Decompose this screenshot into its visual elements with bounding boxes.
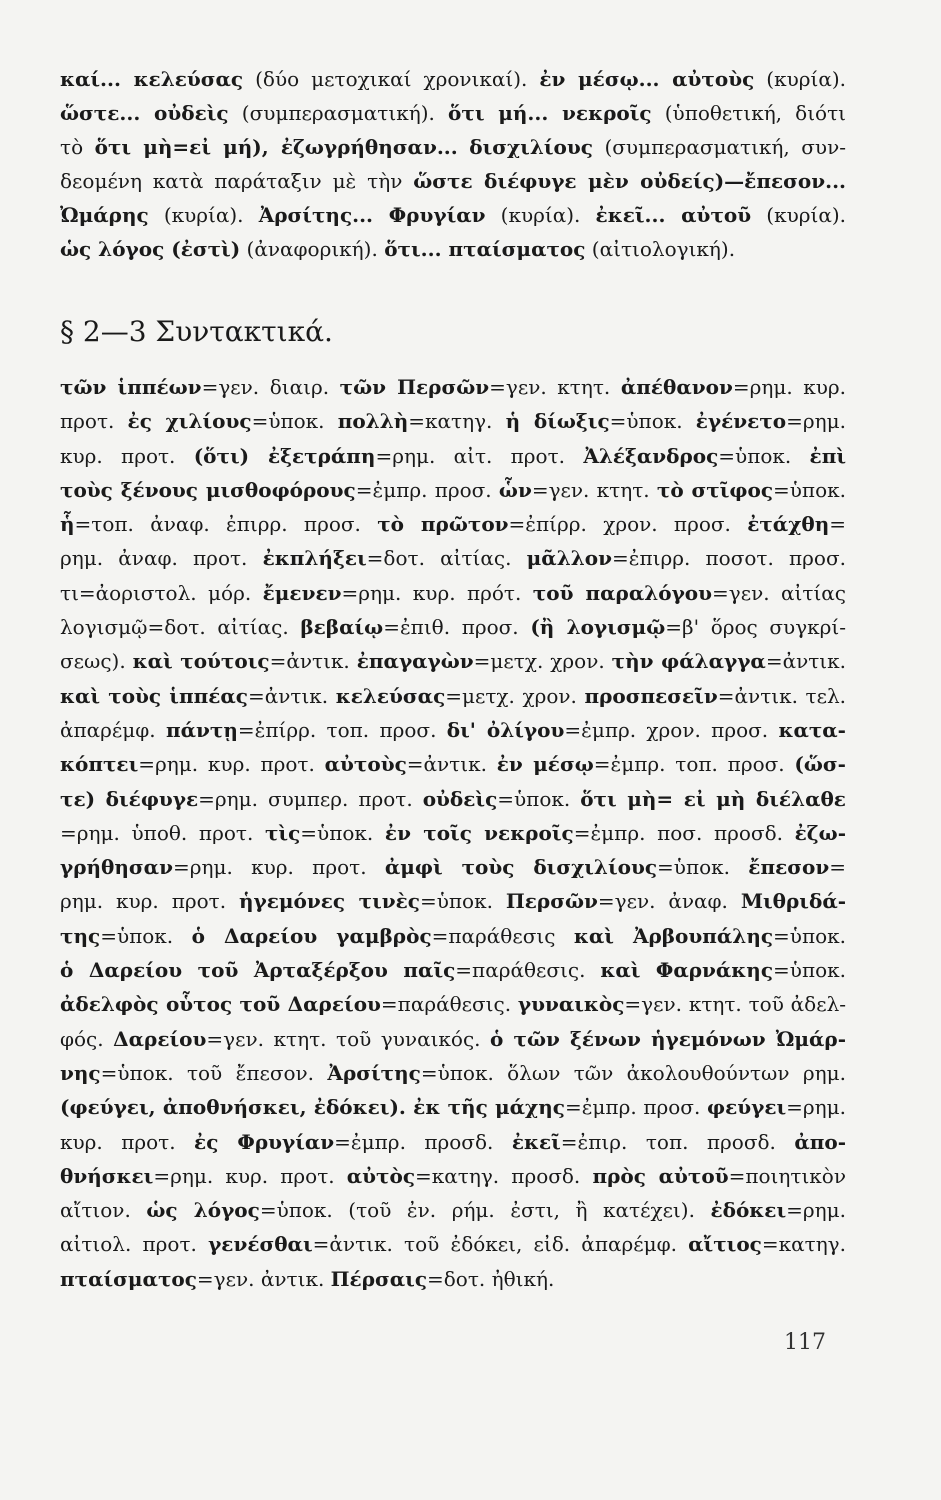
annotation-text: =ὑποκ. <box>497 786 581 811</box>
text-line <box>60 62 846 96</box>
bold-term: Δαρείου <box>113 1026 207 1051</box>
bold-term: ἐδόκει <box>710 1198 787 1223</box>
text-line <box>60 816 846 850</box>
annotation-text: =ὑποκ. <box>773 923 846 948</box>
annotation-text: =ὑποκ. <box>657 855 749 880</box>
bold-term: καὶ Φαρνάκης <box>600 958 774 983</box>
annotation-text: αἴτιον. <box>60 1198 147 1223</box>
annotation-text: =β' ὅρος συγκρί- <box>665 615 846 640</box>
annotation-text: κυρ. προτ. <box>60 1129 195 1154</box>
text-line <box>60 370 846 404</box>
text-line <box>60 473 846 507</box>
annotation-text: =γεν. κτητ. <box>531 477 657 502</box>
annotation-text: τὸ <box>60 135 95 159</box>
annotation-text: =ἐπιθ. προσ. <box>383 615 531 640</box>
annotation-text: (κυρία). <box>754 67 846 91</box>
annotation-text: = <box>829 512 846 537</box>
bold-term: ἡγεμόνες τινὲς <box>239 889 420 914</box>
annotation-text: =γεν. κτητ. τοῦ γυναικός. <box>206 1026 491 1051</box>
annotation-text: ἀπαρέμφ. <box>60 717 166 742</box>
bold-term: Περσῶν <box>505 889 598 914</box>
bold-term: (ἢ λογισμῷ <box>530 615 666 640</box>
bold-term: καί... κελεύσας <box>60 67 244 91</box>
bold-term: ἐπαγαγὼν <box>356 649 474 674</box>
bold-term: γρήθησαν <box>60 855 173 880</box>
annotation-text: =ρημ. κυρ. προτ. <box>172 855 385 880</box>
annotation-text: (συμπερασματική, συν- <box>592 135 846 159</box>
bold-term: ὅτι μὴ=εἰ μή), ἐζωγρήθησαν... <box>94 135 458 159</box>
annotation-text: =ρημ. συμπερ. προτ. <box>198 786 423 811</box>
bold-term: τῶν Περσῶν <box>339 375 490 399</box>
annotation-text: =τοπ. ἀναφ. ἐπιρρ. προσ. <box>74 512 378 537</box>
bold-term: (ὅτι) ἐξετράπη <box>193 443 376 468</box>
annotation-text: =ρημ. ὑποθ. προτ. <box>60 820 265 845</box>
annotation-text: =δοτ. ἠθική. <box>427 1266 555 1291</box>
bold-term: οὐδεὶς <box>422 786 498 811</box>
bold-term: τοῦ παραλόγου <box>532 580 713 605</box>
text-line <box>60 679 846 713</box>
text-line <box>60 919 846 953</box>
annotation-text: =ὑποκ. <box>609 409 696 434</box>
bold-term: πάντῃ <box>165 717 238 742</box>
bold-term: (ὥσ- <box>794 752 846 777</box>
text-line <box>60 1262 846 1296</box>
bold-term: ἔπεσον <box>748 855 830 880</box>
bold-term: Πέρσαις <box>330 1266 427 1291</box>
annotation-text: κυρ. προτ. <box>60 443 194 468</box>
annotation-text: =γεν. αἰτίας <box>712 580 846 605</box>
annotation-text: =ὑποκ. <box>251 409 338 434</box>
bold-term: τὸ στῖφος <box>656 477 774 502</box>
bold-term: ὡς λόγος <box>146 1198 260 1223</box>
text-line <box>60 1159 846 1193</box>
text-line <box>60 953 846 987</box>
annotation-text: (ὑποθετική, διότι <box>651 101 846 125</box>
annotation-text: =ἐπιρρ. ποσοτ. προσ. <box>611 546 846 571</box>
annotation-text: =ρημ. <box>786 1198 846 1223</box>
bold-term: ὁ Δαρείου γαμβρὸς <box>191 923 432 948</box>
annotation-text: =ρημ. αἰτ. προτ. <box>375 443 584 468</box>
bold-term: δι' ὀλίγου <box>446 717 565 742</box>
bold-term: ἐπὶ <box>809 443 846 468</box>
annotation-text: =παράθεσις. <box>455 958 601 983</box>
bold-term: ὧν <box>498 477 532 502</box>
section-heading: § 2—3 Συντακτικά. <box>60 315 333 348</box>
bold-term: νης <box>60 1060 101 1085</box>
annotation-text: =γεν. ἀντικ. <box>196 1266 331 1291</box>
text-line <box>60 507 846 541</box>
text-line <box>60 1090 846 1124</box>
bold-term: ἀπο- <box>794 1129 846 1154</box>
bold-term: προσπεσεῖν <box>584 683 718 708</box>
bold-term: ἐγένετο <box>695 409 787 434</box>
bold-term: καὶ τοὺς ἱππέας <box>60 683 248 708</box>
bold-term: αὐτὸς <box>346 1163 416 1188</box>
bold-term: ἐκπλήξει <box>262 546 367 571</box>
bold-term: κόπτει <box>60 752 139 777</box>
annotation-text: =ὑποκ. <box>300 820 385 845</box>
bold-term: τοὺς ξένους μισθοφόρους <box>60 477 356 502</box>
bold-term: Ὠμάρης <box>60 203 149 227</box>
annotation-text: =ἐμπρ. προσ. <box>564 1095 707 1120</box>
text-line <box>60 1056 846 1090</box>
annotation-text: =ἐπίρρ. τοπ. προσ. <box>237 717 447 742</box>
annotation-text: =ρημ. κυρ. πρότ. <box>341 580 533 605</box>
annotation-text <box>458 135 470 159</box>
annotation-text: φός. <box>60 1026 114 1051</box>
annotation-text: =ρημ. κυρ. προτ. <box>138 752 325 777</box>
bold-term: Ἀλέξανδρος <box>583 443 719 468</box>
annotation-text: δεομένη κατὰ παράταξιν μὲ τὴν <box>60 169 414 193</box>
bold-term: ἔμενεν <box>262 580 342 605</box>
bold-term: της <box>60 923 101 948</box>
annotation-text: =κατηγ. <box>408 409 506 434</box>
annotation-text: =ἐμπρ. ποσ. προσδ. <box>573 820 795 845</box>
annotation-text: =δοτ. αἰτίας. <box>366 546 527 571</box>
bold-term: τὸ πρῶτον <box>377 512 509 537</box>
bold-term: ὥστε... οὐδεὶς <box>60 101 229 125</box>
bold-term: πολλὴ <box>337 409 409 434</box>
bold-term: γυναικὸς <box>517 992 625 1017</box>
bold-term: ἐζω- <box>794 820 846 845</box>
annotation-text: (κυρία). <box>148 203 259 227</box>
bold-term: πρὸς αὐτοῦ <box>592 1163 729 1188</box>
bold-term: φεύγει <box>706 1095 787 1120</box>
annotation-text: =γεν. κτητ. τοῦ ἀδελ- <box>624 992 846 1017</box>
bold-term: ἐν μέσῳ <box>496 752 594 777</box>
annotation-text: λογισμῷ=δοτ. αἰτίας. <box>60 615 301 640</box>
annotation-text: (συμπερασματική). <box>228 101 449 125</box>
annotation-text: (κυρία). <box>485 203 596 227</box>
text-line <box>60 1193 846 1227</box>
annotation-text: = <box>829 855 846 880</box>
annotation-text: =ἀντικ. τελ. <box>717 683 846 708</box>
bold-term: ἐς Φρυγίαν <box>194 1129 335 1154</box>
annotation-text: =ἀντικ. <box>247 683 336 708</box>
syntax-analysis-paragraph <box>60 370 846 1296</box>
annotation-text: αἰτιολ. προτ. <box>60 1232 209 1257</box>
text-line <box>60 439 846 473</box>
text-line <box>60 610 846 644</box>
text-line <box>60 782 846 816</box>
annotation-text: =ἀντικ. <box>269 649 357 674</box>
annotation-text: =μετχ. χρον. <box>473 649 612 674</box>
bold-term: ὡς λόγος (ἐστὶ) <box>60 237 241 261</box>
bold-term: καὶ Ἀρβουπάλης <box>573 923 774 948</box>
annotation-text: =ρημ. <box>786 1095 846 1120</box>
annotation-text: ρημ. ἀναφ. προτ. <box>60 546 263 571</box>
annotation-text: =ἐμπρ. χρον. προσ. <box>564 717 779 742</box>
bold-term: ὅτι μή... νεκροῖς <box>448 101 652 125</box>
text-line <box>60 884 846 918</box>
annotation-text: (ἀναφορική). <box>240 237 385 261</box>
bold-term: πταίσματος <box>60 1266 197 1291</box>
text-line <box>60 987 846 1021</box>
annotation-text: =παράθεσις. <box>380 992 518 1017</box>
annotation-text: =ἐπιρ. τοπ. προσδ. <box>560 1129 795 1154</box>
bold-term: (φεύγει, ἀποθνήσκει, ἐδόκει). ἐκ τῆς μάχης <box>60 1095 565 1120</box>
annotation-text: =ἐμπρ. τοπ. προσ. <box>593 752 795 777</box>
bold-term: ἐν τοῖς νεκροῖς <box>384 820 574 845</box>
bold-term: βεβαίῳ <box>300 615 384 640</box>
annotation-text: =ρημ. κυρ. <box>732 375 846 399</box>
annotation-text: =ὑποκ. (τοῦ ἐν. ρήμ. ἐστι, ἢ κατέχει). <box>259 1198 711 1223</box>
annotation-text: =ἀντικ. τοῦ ἐδόκει, εἰδ. ἀπαρέμφ. <box>312 1232 689 1257</box>
annotation-text: =μετχ. χρον. <box>445 683 585 708</box>
bold-term: γενέσθαι <box>208 1232 313 1257</box>
text-line <box>60 541 846 575</box>
bold-term: Ἀρσίτης... Φρυγίαν <box>258 203 486 227</box>
bold-term: ὥστε διέφυγε μὲν οὐδείς)—ἔπεσον... <box>413 169 846 193</box>
text-line <box>60 404 846 438</box>
annotation-text: προτ. <box>60 409 128 434</box>
text-line <box>60 713 846 747</box>
bold-term: ἐν μέσῳ... αὐτοὺς <box>539 67 755 91</box>
bold-term: ἡ δίωξις <box>505 409 610 434</box>
text-line <box>60 164 846 198</box>
bold-term: ὅτι... πταίσματος <box>384 237 586 261</box>
bold-term: ὁ τῶν ξένων ἡγεμόνων Ὠμάρ- <box>490 1026 846 1051</box>
text-line <box>60 96 846 130</box>
bold-term: καὶ τούτοις <box>132 649 270 674</box>
annotation-text: =ὑποκ. ὅλων τῶν ἀκολουθούντων ρημ. <box>420 1060 846 1085</box>
intro-paragraph <box>60 62 846 266</box>
annotation-text: (αἰτιολογική). <box>585 237 736 261</box>
annotation-text: =ἐμπρ. προσ. <box>355 477 499 502</box>
annotation-text: =γεν. ἀναφ. <box>597 889 741 914</box>
bold-term: δισχιλίους <box>469 135 593 159</box>
text-line <box>60 1227 846 1261</box>
annotation-text: =κατηγ. προσδ. <box>415 1163 593 1188</box>
annotation-text: =ποιητικὸν <box>728 1163 846 1188</box>
text-line <box>60 576 846 610</box>
bold-term: ἐς χιλίους <box>127 409 252 434</box>
bold-term: αὐτοὺς <box>324 752 407 777</box>
page-number: 117 <box>784 1330 826 1355</box>
bold-term: ἐκεῖ... αὐτοῦ <box>595 203 752 227</box>
annotation-text: =ἐμπρ. προσδ. <box>334 1129 512 1154</box>
annotation-text: ρημ. κυρ. προτ. <box>60 889 239 914</box>
bold-term: ἐκεῖ <box>511 1129 561 1154</box>
annotation-text: (κυρία). <box>751 203 846 227</box>
annotation-text: σεως). <box>60 649 133 674</box>
annotation-text: =ἀντικ. <box>765 649 846 674</box>
annotation-text: =παράθεσις <box>431 923 574 948</box>
bold-term: κελεύσας <box>335 683 446 708</box>
text-line <box>60 644 846 678</box>
bold-term: αἴτιος <box>688 1232 762 1257</box>
bold-term: ὁ Δαρείου τοῦ Ἀρταξέρξου παῖς <box>60 958 456 983</box>
text-line <box>60 232 846 266</box>
annotation-text: =κατηγ. <box>761 1232 846 1257</box>
bold-term: ἧ <box>60 512 75 537</box>
annotation-text: =ὑποκ. <box>419 889 506 914</box>
bold-term: ἐτάχθη <box>747 512 830 537</box>
bold-term: ὅτι μὴ= εἰ μὴ διέλαθε <box>580 786 846 811</box>
bold-term: τὶς <box>264 820 301 845</box>
annotation-text: =ρημ. κυρ. προτ. <box>153 1163 347 1188</box>
annotation-text: =ὑποκ. <box>773 958 846 983</box>
annotation-text: =γεν. διαιρ. <box>201 375 340 399</box>
bold-term: τῶν ἱππέων <box>60 375 202 399</box>
annotation-text: =ὑποκ. <box>718 443 810 468</box>
bold-term: ἀδελφὸς οὗτος τοῦ Δαρείου <box>60 992 381 1017</box>
text-line <box>60 1125 846 1159</box>
text-line <box>60 130 846 164</box>
bold-term: Μιθριδά- <box>740 889 846 914</box>
text-line <box>60 1022 846 1056</box>
text-line <box>60 747 846 781</box>
annotation-text: =γεν. κτητ. <box>489 375 621 399</box>
annotation-text: τι=ἀοριστολ. μόρ. <box>60 580 263 605</box>
annotation-text: =ἐπίρρ. χρον. προσ. <box>508 512 748 537</box>
bold-term: ἀμφὶ τοὺς δισχιλίους <box>384 855 658 880</box>
text-line <box>60 198 846 232</box>
annotation-text: =ὑποκ. τοῦ ἔπεσον. <box>100 1060 328 1085</box>
annotation-text: (δύο μετοχικαί χρονικαί). <box>243 67 540 91</box>
bold-term: τὴν φάλαγγα <box>611 649 766 674</box>
bold-term: τε) διέφυγε <box>60 786 199 811</box>
annotation-text: =ἀντικ. <box>406 752 497 777</box>
text-line <box>60 850 846 884</box>
annotation-text: =ρημ. <box>786 409 846 434</box>
bold-term: μᾶλλον <box>526 546 612 571</box>
bold-term: Ἀρσίτης <box>327 1060 421 1085</box>
bold-term: κατα- <box>778 717 846 742</box>
bold-term: θνήσκει <box>60 1163 154 1188</box>
annotation-text: =ὑποκ. <box>100 923 192 948</box>
annotation-text: =ὑποκ. <box>773 477 846 502</box>
bold-term: ἀπέθανον <box>620 375 733 399</box>
